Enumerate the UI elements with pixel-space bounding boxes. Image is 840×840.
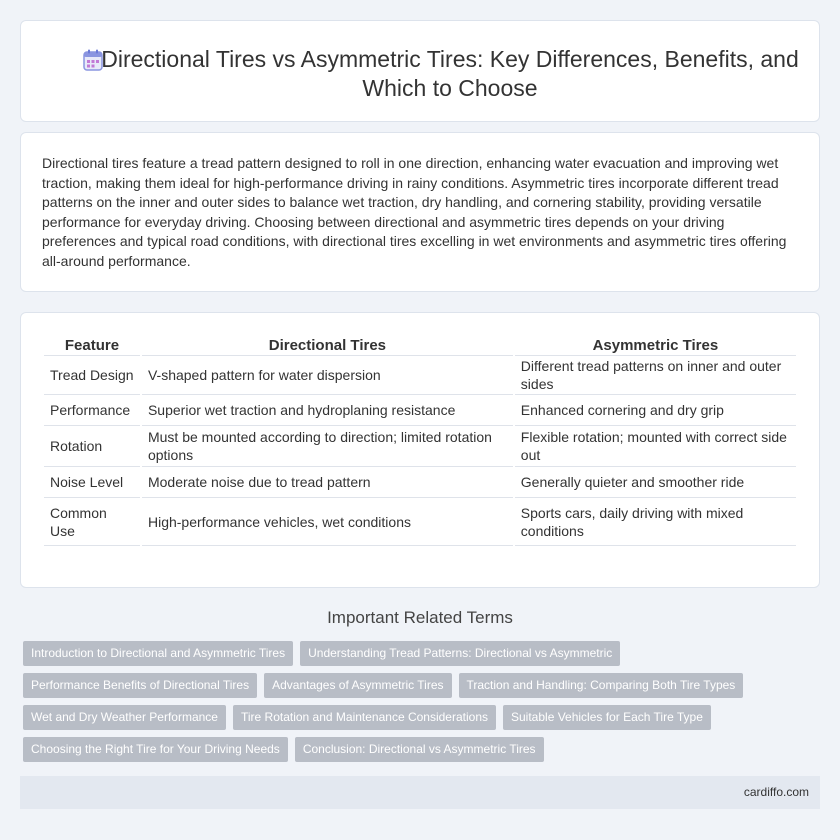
cell-feature: Rotation [44, 426, 140, 467]
cell-asymmetric: Different tread patterns on inner and outer sides [515, 356, 796, 395]
table-header-row [44, 334, 796, 356]
related-term-tag[interactable]: Understanding Tread Patterns: Directional vs Asymmetric [300, 641, 620, 666]
cell-directional: Moderate noise due to tread pattern [142, 467, 513, 498]
table-row [44, 395, 796, 426]
related-term-tag[interactable]: Traction and Handling: Comparing Both Tire Types [459, 673, 744, 698]
related-term-tag[interactable]: Advantages of Asymmetric Tires [264, 673, 451, 698]
cell-asymmetric: Sports cars, daily driving with mixed conditions [515, 498, 796, 546]
related-term-tag[interactable]: Introduction to Directional and Asymmetric Tires [23, 641, 293, 666]
cell-asymmetric: Generally quieter and smoother ride [515, 467, 796, 498]
comparison-table [42, 334, 798, 546]
related-term-tag[interactable]: Conclusion: Directional vs Asymmetric Tires [295, 737, 544, 762]
table-row [44, 467, 796, 498]
page-title: Directional Tires vs Asymmetric Tires: Key Differences, Benefits, and Which to Choose [101, 46, 799, 101]
cell-directional: High-performance vehicles, wet conditions [142, 498, 513, 546]
title-card [20, 20, 820, 122]
cell-feature: Performance [44, 395, 140, 426]
cell-feature: Common Use [44, 498, 140, 546]
table-row [44, 426, 796, 467]
footer-site-link[interactable]: cardiffo.com [743, 785, 809, 799]
calendar-icon [83, 49, 103, 71]
intro-card [20, 132, 820, 292]
cell-asymmetric: Flexible rotation; mounted with correct side out [515, 426, 796, 467]
intro-paragraph: Directional tires feature a tread pattern designed to roll in one direction, enhancing water evacuation and improving wet traction, making them ideal for high-performance driving in rainy conditions. Asymmetric tires incorporate different tread patterns on the inner and outer sides to balance wet traction, dry handling, and cornering stability, providing versatile performance for everyday driving. Choosing between directional and asymmetric tires depends on your driving preferences and typical road conditions, with directional tires excelling in wet environments and asymmetric tires offering all-around performance. [42, 155, 787, 269]
cell-directional: Superior wet traction and hydroplaning resistance [142, 395, 513, 426]
table-row [44, 498, 796, 546]
related-terms-list [23, 641, 803, 762]
related-term-tag[interactable]: Wet and Dry Weather Performance [23, 705, 226, 730]
header-feature: Feature [44, 334, 140, 356]
related-term-tag[interactable]: Performance Benefits of Directional Tires [23, 673, 257, 698]
table-row [44, 356, 796, 395]
header-asymmetric: Asymmetric Tires [515, 334, 796, 356]
footer [20, 776, 820, 809]
related-term-tag[interactable]: Tire Rotation and Maintenance Considerations [233, 705, 496, 730]
cell-feature: Tread Design [44, 356, 140, 395]
header-directional: Directional Tires [142, 334, 513, 356]
cell-asymmetric: Enhanced cornering and dry grip [515, 395, 796, 426]
comparison-table-card [20, 312, 820, 588]
cell-directional: V-shaped pattern for water dispersion [142, 356, 513, 395]
cell-feature: Noise Level [44, 467, 140, 498]
related-terms-heading: Important Related Terms [327, 608, 513, 627]
related-term-tag[interactable]: Suitable Vehicles for Each Tire Type [503, 705, 711, 730]
cell-directional: Must be mounted according to direction; limited rotation options [142, 426, 513, 467]
related-term-tag[interactable]: Choosing the Right Tire for Your Driving Needs [23, 737, 288, 762]
